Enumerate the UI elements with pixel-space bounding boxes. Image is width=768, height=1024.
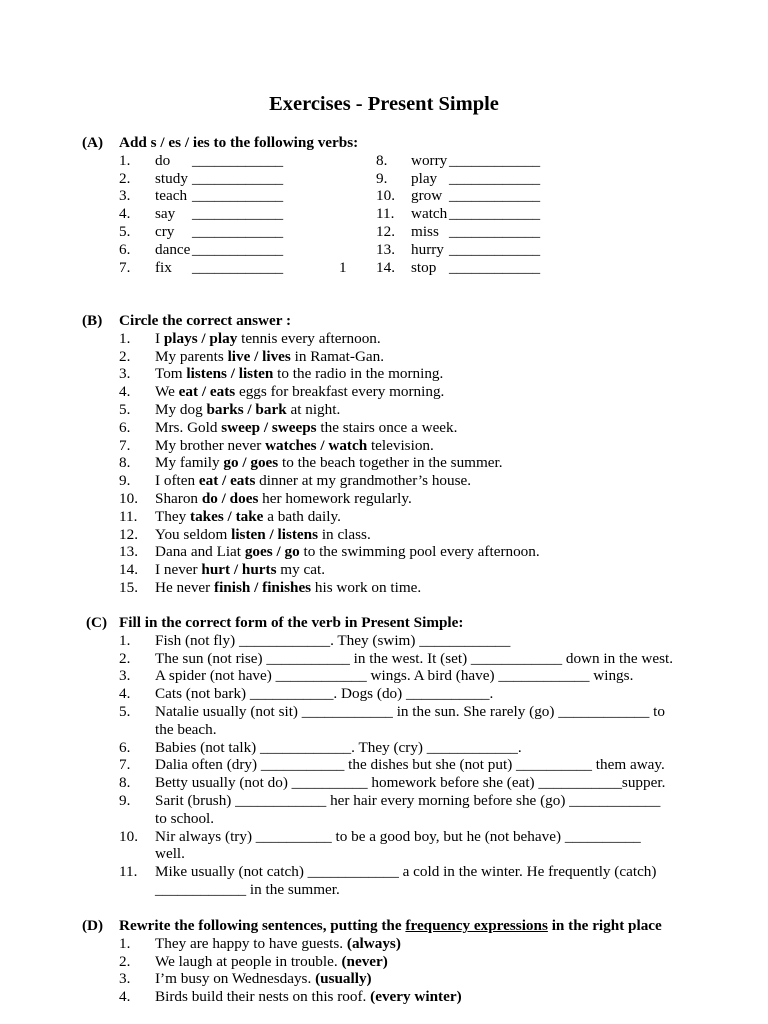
item-number: 2. <box>119 347 131 365</box>
item-text: Fish (not fly) ____________. They (swim) ____________ <box>155 631 511 649</box>
item-text: Babies (not talk) ____________. They (cry) ____________. <box>155 738 522 756</box>
item-number: 14. <box>119 561 138 579</box>
circle-item <box>0 383 768 401</box>
fill-in-item <box>0 632 768 650</box>
circle-item <box>0 490 768 508</box>
section-d <box>0 917 768 1006</box>
item-number: 3. <box>119 667 131 685</box>
stray-page-mark: 1 <box>339 258 347 276</box>
item-sentence <box>155 383 444 401</box>
sentence-start: They <box>155 507 191 525</box>
answer-blank: ____________ <box>192 223 284 241</box>
answer-blank: ____________ <box>449 169 541 187</box>
item-number: 8. <box>119 454 131 472</box>
sentence-end: at night. <box>286 401 341 419</box>
item-text: Cats (not bark) ___________. Dogs (do) ___________. <box>155 685 494 703</box>
sentence-start: Dana and Liat <box>155 543 245 561</box>
answer-choices: do / does <box>201 490 259 508</box>
item-text: Sarit (brush) ____________ her hair every morning before she (go) ____________ <box>155 792 661 810</box>
item-number: 1. <box>119 631 131 649</box>
sentence-text: Birds build their nests on this roof. <box>155 988 371 1006</box>
circle-item <box>0 526 768 544</box>
item-text-continued: the beach. <box>155 720 217 738</box>
answer-blank: ____________ <box>192 240 284 258</box>
item-number: 5. <box>119 703 131 721</box>
item-sentence <box>155 970 372 988</box>
rewrite-item <box>0 988 768 1006</box>
item-number: 11. <box>119 863 138 881</box>
answer-blank: ____________ <box>192 205 284 223</box>
item-number: 10. <box>119 827 138 845</box>
section-b <box>0 312 768 597</box>
fill-in-item <box>0 774 768 792</box>
fill-in-item <box>0 756 768 774</box>
item-number: 8. <box>119 774 131 792</box>
answer-choices: live / lives <box>227 347 291 365</box>
item-number: 12. <box>119 525 138 543</box>
verb-word: miss <box>411 223 439 241</box>
verb-row <box>0 205 768 223</box>
circle-item <box>0 365 768 383</box>
section-a <box>0 134 768 276</box>
circle-item <box>0 330 768 348</box>
item-number: 13. <box>119 543 138 561</box>
sentence-start: Mrs. Gold <box>155 418 222 436</box>
sentence-end: eggs for breakfast every morning. <box>235 383 445 401</box>
verb-row <box>0 170 768 188</box>
answer-choices: eat / eats <box>198 472 256 490</box>
circle-item <box>0 508 768 526</box>
sentence-start: My brother never <box>155 436 266 454</box>
verb-word: grow <box>411 187 443 205</box>
sentence-text: I’m busy on Wednesdays. <box>155 970 316 988</box>
answer-blank: ____________ <box>449 223 541 241</box>
answer-blank: ____________ <box>192 169 284 187</box>
item-number: 6. <box>119 418 131 436</box>
answer-choices: listens / listen <box>186 365 274 383</box>
fill-in-item-continuation <box>0 721 768 739</box>
item-number: 1. <box>119 329 131 347</box>
verb-number: 9. <box>376 169 388 187</box>
item-sentence <box>155 330 381 348</box>
verb-word: worry <box>411 151 448 169</box>
item-text: Nir always (try) __________ to be a good boy, but he (not behave) __________ <box>155 827 641 845</box>
circle-item <box>0 401 768 419</box>
fill-in-item <box>0 650 768 668</box>
sentence-end: in class. <box>318 525 371 543</box>
section-d-header <box>0 917 768 935</box>
fill-in-item <box>0 863 768 881</box>
fill-in-item <box>0 667 768 685</box>
item-sentence <box>155 348 384 366</box>
verb-number: 3. <box>119 187 131 205</box>
item-sentence <box>155 579 421 597</box>
sentence-end: her homework regularly. <box>258 490 412 508</box>
item-sentence <box>155 419 457 437</box>
item-number: 2. <box>119 952 131 970</box>
item-number: 3. <box>119 970 131 988</box>
fill-in-item <box>0 703 768 721</box>
sentence-end: to the beach together in the summer. <box>278 454 503 472</box>
item-number: 9. <box>119 792 131 810</box>
sentence-end: to the radio in the morning. <box>273 365 444 383</box>
verb-number: 14. <box>376 258 395 276</box>
verb-number: 10. <box>376 187 395 205</box>
item-sentence <box>155 490 412 508</box>
answer-choices: watches / watch <box>265 436 368 454</box>
answer-choices: goes / go <box>244 543 300 561</box>
verb-word: hurry <box>411 240 444 258</box>
item-sentence <box>155 543 540 561</box>
sentence-end: tennis every afternoon. <box>237 329 381 347</box>
rewrite-item <box>0 935 768 953</box>
item-sentence <box>155 401 340 419</box>
frequency-expression: (never) <box>341 952 388 970</box>
answer-blank: ____________ <box>449 240 541 258</box>
verb-word: say <box>155 205 176 223</box>
verb-row <box>0 223 768 241</box>
sentence-start: My family <box>155 454 224 472</box>
section-a-heading: Add s / es / ies to the following verbs: <box>119 134 359 152</box>
item-sentence <box>155 437 434 455</box>
sentence-start: I often <box>155 472 199 490</box>
sentence-text: They are happy to have guests. <box>155 934 347 952</box>
item-number: 3. <box>119 365 131 383</box>
sentence-end: to the swimming pool every afternoon. <box>299 543 540 561</box>
heading-underlined-term: frequency expressions <box>405 917 548 935</box>
answer-blank: ____________ <box>449 258 541 276</box>
item-number: 2. <box>119 649 131 667</box>
verb-word: do <box>155 151 171 169</box>
verb-word: stop <box>411 258 437 276</box>
answer-choices: eat / eats <box>178 383 236 401</box>
section-a-label: (A) <box>82 134 104 152</box>
item-number: 4. <box>119 383 131 401</box>
answer-blank: ____________ <box>449 187 541 205</box>
item-number: 5. <box>119 401 131 419</box>
verb-number: 6. <box>119 240 131 258</box>
section-c-heading: Fill in the correct form of the verb in Present Simple: <box>119 614 464 632</box>
fill-in-item-continuation <box>0 881 768 899</box>
verb-word: fix <box>155 258 172 276</box>
item-number: 1. <box>119 934 131 952</box>
verb-row <box>0 152 768 170</box>
item-sentence <box>155 365 443 383</box>
item-sentence <box>155 561 325 579</box>
circle-item <box>0 472 768 490</box>
item-text: Betty usually (not do) __________ homework before she (eat) ___________supper. <box>155 774 666 792</box>
answer-blank: ____________ <box>449 205 541 223</box>
circle-item <box>0 561 768 579</box>
answer-choices: barks / bark <box>206 401 287 419</box>
answer-choices: sweep / sweeps <box>221 418 317 436</box>
answer-blank: ____________ <box>192 187 284 205</box>
circle-item <box>0 579 768 597</box>
sentence-end: a bath daily. <box>263 507 341 525</box>
fill-in-item <box>0 685 768 703</box>
verb-row <box>0 241 768 259</box>
circle-item <box>0 543 768 561</box>
item-number: 7. <box>119 436 131 454</box>
item-number: 6. <box>119 738 131 756</box>
item-sentence <box>155 508 341 526</box>
answer-choices: go / goes <box>223 454 279 472</box>
item-sentence <box>155 953 388 971</box>
sentence-end: in Ramat-Gan. <box>290 347 385 365</box>
sentence-start: My parents <box>155 347 228 365</box>
sentence-end: the stairs once a week. <box>316 418 458 436</box>
verb-word: cry <box>155 223 175 241</box>
verb-word: play <box>411 169 438 187</box>
sentence-start: You seldom <box>155 525 232 543</box>
heading-start: Rewrite the following sentences, putting the <box>119 917 406 935</box>
verb-word: watch <box>411 205 448 223</box>
rewrite-item <box>0 970 768 988</box>
item-text: A spider (not have) ____________ wings. A bird (have) ____________ wings. <box>155 667 634 685</box>
item-text-continued: well. <box>155 845 185 863</box>
answer-choices: finish / finishes <box>214 579 312 597</box>
circle-item <box>0 454 768 472</box>
verb-number: 11. <box>376 205 395 223</box>
verb-number: 13. <box>376 240 395 258</box>
verb-number: 7. <box>119 258 131 276</box>
sentence-start: Tom <box>155 365 187 383</box>
frequency-expression: (usually) <box>315 970 372 988</box>
verb-number: 8. <box>376 151 388 169</box>
circle-item <box>0 437 768 455</box>
section-c <box>0 614 768 899</box>
sentence-start: My dog <box>155 401 207 419</box>
section-d-heading <box>119 917 662 935</box>
page-title: Exercises - Present Simple <box>269 93 499 115</box>
item-number: 7. <box>119 756 131 774</box>
item-text: The sun (not rise) ___________ in the west. It (set) ____________ down in the west. <box>155 649 673 667</box>
item-text: Dalia often (dry) ___________ the dishes but she (not put) __________ them away. <box>155 756 665 774</box>
item-number: 15. <box>119 579 138 597</box>
circle-item <box>0 348 768 366</box>
item-number: 4. <box>119 685 131 703</box>
sentence-end: his work on time. <box>311 579 422 597</box>
section-b-header <box>0 312 768 330</box>
item-text-continued: ____________ in the summer. <box>155 881 340 899</box>
verb-number: 12. <box>376 223 395 241</box>
item-number: 9. <box>119 472 131 490</box>
frequency-expression: (always) <box>346 934 401 952</box>
item-sentence <box>155 935 401 953</box>
sentence-end: television. <box>367 436 434 454</box>
answer-choices: listen / listens <box>231 525 319 543</box>
section-d-label: (D) <box>82 917 104 935</box>
section-b-heading: Circle the correct answer : <box>119 312 292 330</box>
answer-choices: hurt / hurts <box>201 561 277 579</box>
rewrite-item <box>0 953 768 971</box>
item-text: Natalie usually (not sit) ____________ in the sun. She rarely (go) ____________ to <box>155 703 665 721</box>
section-c-header <box>0 614 768 632</box>
answer-blank: ____________ <box>192 258 284 276</box>
sentence-end: dinner at my grandmother’s house. <box>255 472 472 490</box>
sentence-start: We <box>155 383 179 401</box>
section-c-label: (C) <box>86 614 108 632</box>
item-sentence <box>155 526 371 544</box>
item-number: 10. <box>119 490 138 508</box>
item-sentence <box>155 988 462 1006</box>
verb-word: dance <box>155 240 191 258</box>
verb-word: teach <box>155 187 188 205</box>
answer-blank: ____________ <box>192 151 284 169</box>
item-number: 4. <box>119 988 131 1006</box>
fill-in-item-continuation <box>0 810 768 828</box>
verb-number: 5. <box>119 223 131 241</box>
fill-in-item <box>0 792 768 810</box>
verb-row <box>0 259 768 277</box>
fill-in-item <box>0 739 768 757</box>
frequency-expression: (every winter) <box>370 988 462 1006</box>
sentence-start: He never <box>155 579 215 597</box>
circle-item <box>0 419 768 437</box>
item-sentence <box>155 472 471 490</box>
verb-row <box>0 187 768 205</box>
verb-number: 1. <box>119 151 131 169</box>
verb-number: 4. <box>119 205 131 223</box>
item-text-continued: to school. <box>155 809 215 827</box>
sentence-text: We laugh at people in trouble. <box>155 952 342 970</box>
verb-number: 2. <box>119 169 131 187</box>
fill-in-item <box>0 828 768 846</box>
item-sentence <box>155 454 503 472</box>
sentence-start: I <box>155 329 164 347</box>
sentence-start: I never <box>155 561 202 579</box>
fill-in-item-continuation <box>0 845 768 863</box>
verb-word: study <box>155 169 188 187</box>
section-a-header <box>0 134 768 152</box>
heading-end: in the right place <box>547 917 662 935</box>
answer-blank: ____________ <box>449 151 541 169</box>
item-number: 11. <box>119 507 138 525</box>
sentence-end: my cat. <box>276 561 325 579</box>
item-text: Mike usually (not catch) ____________ a cold in the winter. He frequently (catch) <box>155 863 657 881</box>
section-b-label: (B) <box>82 312 103 330</box>
sentence-start: Sharon <box>155 490 202 508</box>
answer-choices: plays / play <box>163 329 238 347</box>
answer-choices: takes / take <box>190 507 264 525</box>
